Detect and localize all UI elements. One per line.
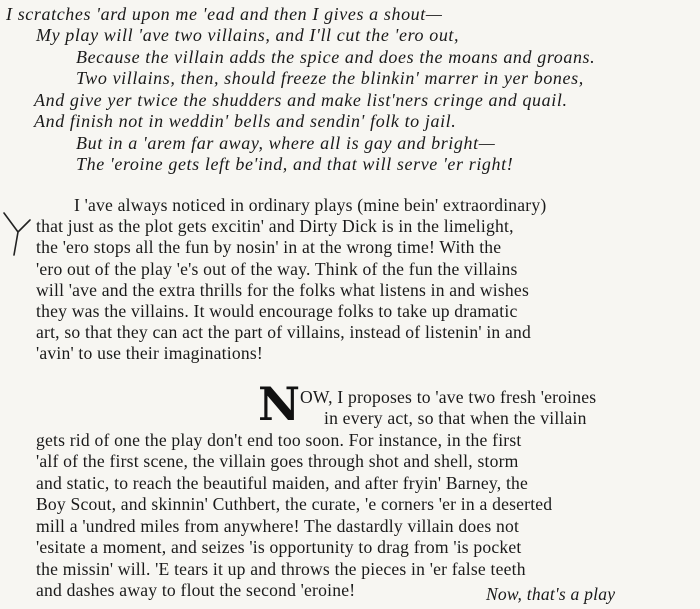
drop-cap: N bbox=[258, 377, 301, 431]
poem-line: I scratches 'ard upon me 'ead and then I gives a shout— bbox=[6, 4, 443, 24]
paragraph-line: 'ero out of the play 'e's out of the way. Think of the fun the villains bbox=[36, 259, 518, 279]
paragraph-line: OW, I proposes to 'ave two fresh 'eroines bbox=[300, 387, 597, 407]
poem-line: But in a 'arem far away, where all is gay and bright— bbox=[76, 133, 496, 153]
poem-line: And finish not in weddin' bells and sendin' folk to jail. bbox=[34, 111, 457, 131]
poem-line: Two villains, then, should freeze the blinkin' marrer in yer bones, bbox=[76, 68, 584, 88]
poem-line: The 'eroine gets left be'ind, and that will serve 'er right! bbox=[76, 154, 514, 174]
margin-pen-mark bbox=[2, 210, 32, 260]
paragraph-line: they was the villains. It would encourage folks to take up dramatic bbox=[36, 301, 518, 321]
paragraph-line: will 'ave and the extra thrills for the folks what listens in and wishes bbox=[36, 280, 529, 300]
poem-line: Because the villain adds the spice and does the moans and groans. bbox=[76, 47, 596, 67]
paragraph-line: 'avin' to use their imaginations! bbox=[36, 343, 263, 363]
paragraph-line: 'esitate a moment, and seizes 'is opportunity to drag from 'is pocket bbox=[36, 537, 522, 557]
paragraph-tail: Now, that's a play bbox=[486, 584, 616, 604]
poem-line: And give yer twice the shudders and make list'ners cringe and quail. bbox=[34, 90, 568, 110]
paragraph-line: in every act, so that when the villain bbox=[324, 408, 587, 428]
paragraph-line: Boy Scout, and skinnin' Cuthbert, the curate, 'e corners 'er in a deserted bbox=[36, 494, 553, 514]
paragraph-line: that just as the plot gets excitin' and Dirty Dick is in the limelight, bbox=[36, 216, 514, 236]
paragraph-line: the 'ero stops all the fun by nosin' in at the wrong time! With the bbox=[36, 237, 502, 257]
paragraph-line: and static, to reach the beautiful maiden, and after fryin' Barney, the bbox=[36, 473, 529, 493]
poem-line: My play will 'ave two villains, and I'll cut the 'ero out, bbox=[36, 25, 460, 45]
paragraph-line: mill a 'undred miles from anywhere! The dastardly villain does not bbox=[36, 516, 520, 536]
paragraph-line: I 'ave always noticed in ordinary plays (mine bein' extraordinary) bbox=[74, 195, 547, 215]
paragraph-line: the missin' will. 'E tears it up and throws the pieces in 'er false teeth bbox=[36, 559, 526, 579]
paragraph-line: and dashes away to flout the second 'eroine! bbox=[36, 580, 356, 600]
paragraph-line: art, so that they can act the part of villains, instead of listenin' in and bbox=[36, 322, 532, 342]
paragraph-line: gets rid of one the play don't end too soon. For instance, in the first bbox=[36, 430, 522, 450]
paragraph-line: 'alf of the first scene, the villain goes through shot and shell, storm bbox=[36, 451, 519, 471]
